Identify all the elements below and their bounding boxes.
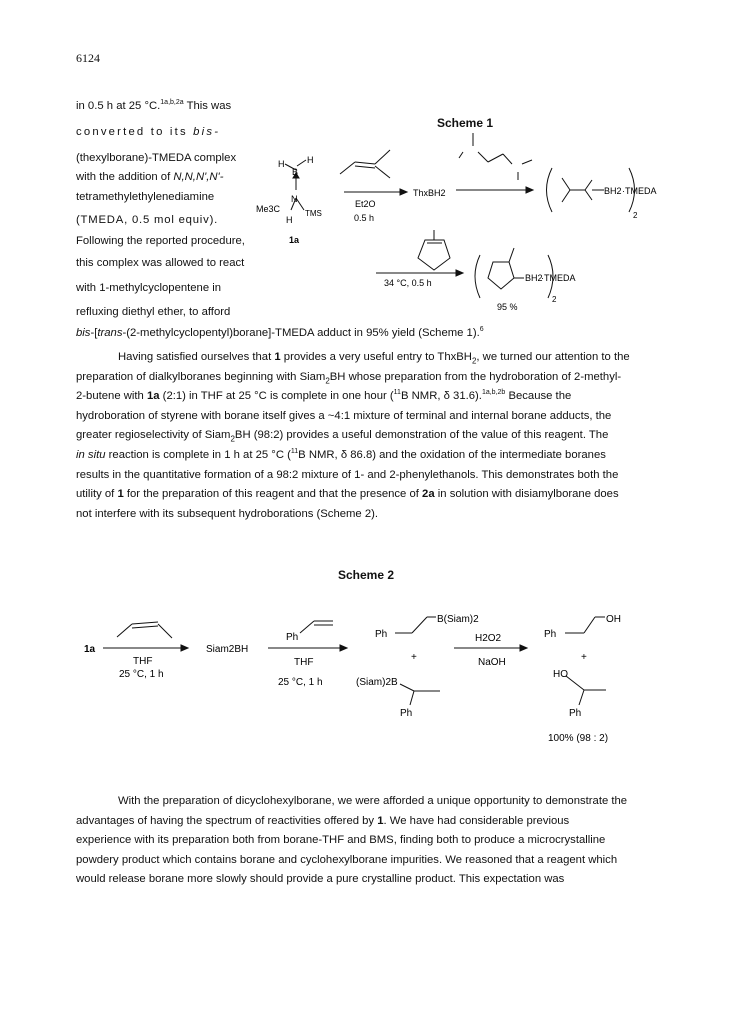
scheme-1-product2-sub: 2 [552,295,557,304]
scheme-2-cond1-solvent: THF [133,656,153,667]
paragraph-siam2bh: Having satisfied ourselves that 1 provides a very useful entry to ThxBH$_2$, we turned our attention to the preparation of dialkylboranes beginning with Siam$_2$BH whose preparation from the hydroboration of 2-methyl- 2-butene with 1a (2:1) in THF at 25 °C is complete in one hour ($^{11}$B NMR, δ 31.6).$^{1a,b,2b}$ Because the hydroboration of styrene with borane itself gives a ~4:1 mixture of terminal and internal borane adducts, the greater regioselectivity of Siam$_2$BH (98:2) provides a useful demonstration of the value of this reagent. The in situ reaction is complete in 1 h at 25 °C ($^{11}$B NMR, δ 86.8) and the oxidation of the intermediate boranes results in the quantitative formation of a 98:2 mixture of 1- and 2-phenylethanols. This demonstrates both the utility of 1 for the preparation of this reagent and that the presence of 2a in solution with disiamylborane does not interfere with its subsequent hydroborations (Scheme 2). [76,351,630,520]
scheme-2-plus: + [411,652,417,663]
scheme-2-title: Scheme 2 [338,568,395,582]
scheme-1-product2-bh2: BH2 [525,273,543,283]
scheme-1-tms: TMS [305,209,322,218]
scheme-2-siam2bh: Siam2BH [206,644,249,655]
scheme-2-plus-2: + [581,652,587,663]
scheme-1-yield: 95 % [497,302,518,312]
left-col-line-6: (TMEDA, 0.5 mol equiv). [76,214,219,226]
scheme-2-terminal-ph: Ph [375,629,388,640]
scheme-2-alcohol-ph-bottom: Ph [569,708,582,719]
scheme-1-h-bottom: H [286,215,293,225]
scheme-2-internal-b: (Siam)2B [356,677,398,688]
scheme-1-thxbh2: ThxBH2 [413,188,446,198]
scheme-1-n-atom: N [291,194,298,204]
left-col-line-5: tetramethylethylenediamine [76,191,215,203]
scheme-1-h-right: H [307,155,314,165]
left-col-line-4: with the addition of N,N,N',N'- [76,171,224,183]
scheme-2-alcohol-ph: Ph [544,629,557,640]
scheme-1-title: Scheme 1 [437,116,494,130]
scheme-2-styrene-ph: Ph [286,632,299,643]
scheme-1-product1-tmeda: ·TMEDA [622,186,657,196]
scheme-1-product1-sub: 2 [633,211,638,220]
scheme-1-b-atom: B [292,167,299,177]
scheme-1-product2-tmeda: ·TMEDA [541,273,576,283]
scheme-1-compound-1a: 1a [289,235,300,245]
left-col-line-8: this complex was allowed to react [76,257,245,269]
left-col-line-2: converted to its bis- [76,126,221,138]
scheme-2-oh: OH [606,614,621,625]
scheme-2-cond2-solvent: THF [294,657,314,668]
left-col-line-9: with 1-methylcyclopentene in [76,282,222,294]
paragraph-dicyclohexylborane: With the preparation of dicyclohexylborane, we were afforded a unique opportunity to demonstrate the advantages of having the spectrum of reactivities offered by 1. We have had considerable previous experience with its preparation both from borane-THF and BMS, finding both to produce a microcrystalline powdery product which contains borane and cyclohexylborane impurities. We reasoned that a reagent which would release borane more slowly should provide a pure crystalline product. This expectation was [76,795,628,886]
scheme-1-cond-time: 0.5 h [354,213,375,223]
page-number: 6124 [76,51,100,65]
scheme-2-h2o2: H2O2 [475,633,502,644]
scheme-2-ho: HO [553,669,568,680]
left-col-line-1: in 0.5 h at 25 °C.$^{1a,b,2a}$ This was [76,99,232,112]
scheme-1-h-left: H [278,159,285,169]
scheme-2-terminal-b: B(Siam)2 [437,614,479,625]
left-col-line-3: (thexylborane)-TMEDA complex [76,152,237,164]
scheme-1-me3c: Me3C [256,204,281,214]
scheme-1-product1-bh2: BH2 [604,186,622,196]
scheme-2-start-1a: 1a [84,644,96,655]
scheme-2-naoh: NaOH [478,657,506,668]
scheme-2-cond2-temp: 25 °C, 1 h [278,677,323,688]
scheme-1-summary-line: bis-[trans-(2-methylcyclopentyl)borane]-TMEDA adduct in 95% yield (Scheme 1).$^6$ [76,326,484,339]
scheme-2-cond1-temp: 25 °C, 1 h [119,669,164,680]
scheme-1-cond-solvent: Et2O [355,199,376,209]
scheme-2-internal-ph: Ph [400,708,413,719]
left-col-line-7: Following the reported procedure, [76,235,245,247]
left-col-line-10: refluxing diethyl ether, to afford [76,306,231,318]
scheme-2-yield: 100% (98 : 2) [548,733,609,744]
scheme-1-cond2: 34 °C, 0.5 h [384,278,432,288]
